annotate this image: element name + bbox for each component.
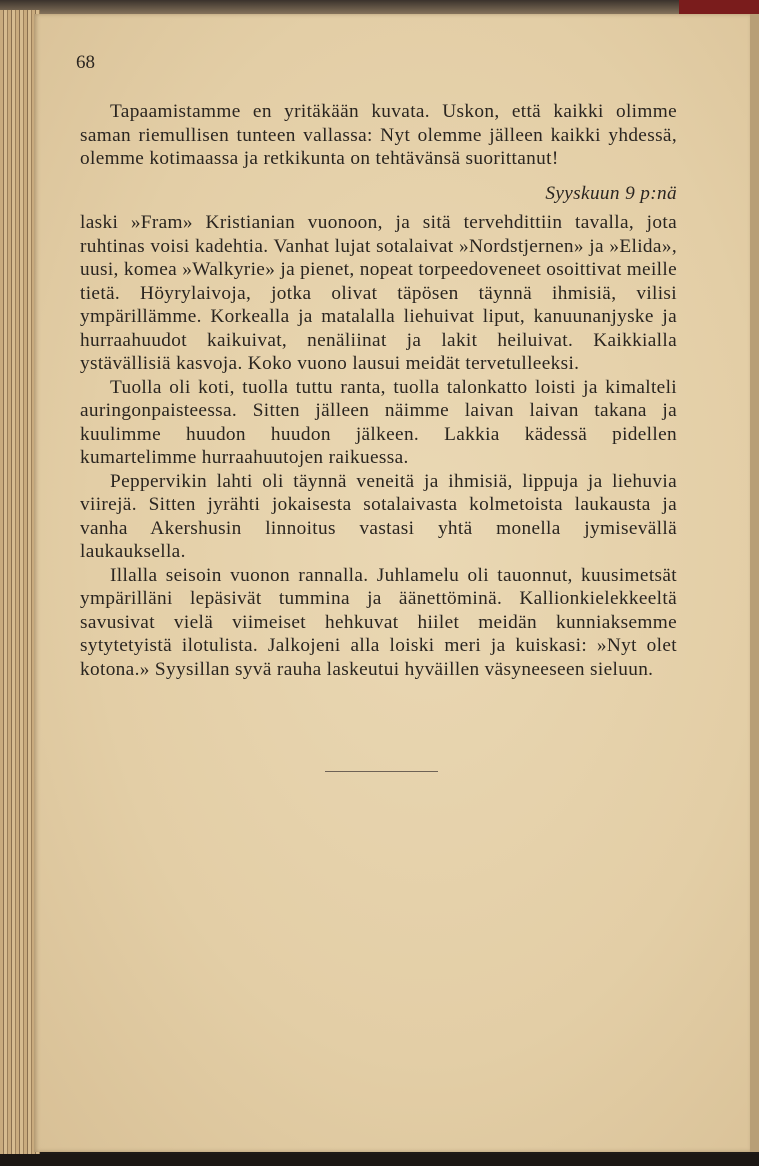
scan-bottom-border	[0, 1154, 759, 1166]
paragraph-5: Illalla seisoin vuonon rannalla. Juhlamelu oli tauonnut, kuusimetsät ympärilläni lepäsivät tummina ja äänettöminä. Kallionkielekkeeltä savusivat vielä viimeiset hehkuvat hiilet meidän kunniaksemme sytytetyistä ilotulista. Jalkojeni alla loiski meri ja kuiskasi: »Nyt olet kotona.» Syysillan syvä rauha laskeutui hyväillen väsyneeseen sieluun.	[80, 564, 677, 680]
paragraph-2: laski »Fram» Kristianian vuonoon, ja sitä tervehdittiin tavalla, jota ruhtinas voisi kadehtia. Vanhat lujat sotalaivat »Nordstjernen» ja »Elida», uusi, komea »Walkyrie» ja pienet, nopeat torpeedoveneet osoittivat meille tietä. Höyrylaivoja, jotka olivat täpösen täynnä ihmisiä, vilisi ympärillämme. Korkealla ja matalalla liehuivat liput, kanuunanjyske ja hurraahuudot kaikuivat, nenäliinat ja lakit heiluivat. Kaikkialla ystävällisiä kasvoja. Koko vuono lausui meidät tervetulleeksi.	[80, 212, 677, 374]
paragraph-3: Tuolla oli koti, tuolla tuttu ranta, tuolla talonkatto loisti ja kimalteli auringonpaisteessa. Sitten jälleen näimme laivan laivan takana ja kuulimme huudon huudon jälkeen. Lakkia kädessä pidellen kumartelimme hurraahuutojen raikuessa.	[80, 376, 677, 468]
date-heading: Syyskuun 9 p:nä	[545, 182, 677, 204]
page-number: 68	[76, 52, 95, 73]
chapter-end-divider	[325, 771, 438, 772]
body-text	[80, 100, 677, 681]
page-right-edge	[750, 14, 759, 1152]
paragraph-1: Tapaamistamme en yritäkään kuvata. Uskon, että kaikki olimme saman riemullisen tunteen vallassa: Nyt olemme jälleen kaikki yhdessä, olemme kotimaassa ja retkikunta on tehtävänsä suorittanut!	[80, 101, 677, 169]
paragraph-4: Peppervikin lahti oli täynnä veneitä ja ihmisiä, lippuja ja liehuvia viirejä. Sitten jyrähti jokaisesta sotalaivasta kolmetoista laukausta ja vanha Akershusin linnoitus vastasi yhtä monella jymisevällä laukauksella.	[80, 470, 677, 562]
